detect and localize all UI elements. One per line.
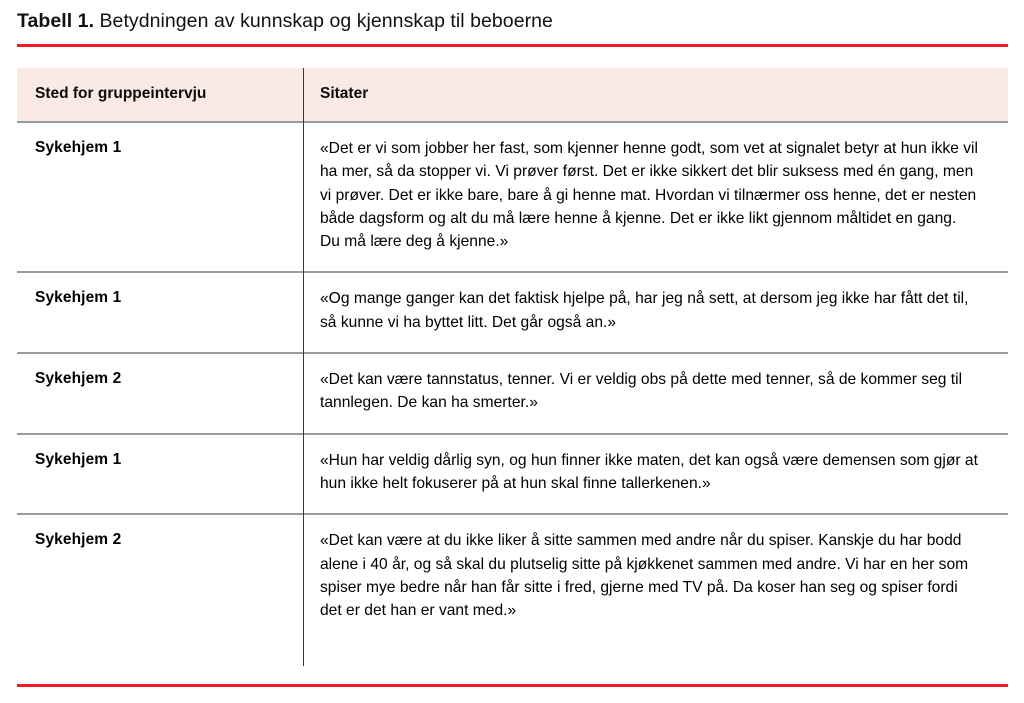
table-caption-text: Betydningen av kunnskap og kjennskap til beboerne bbox=[94, 10, 553, 32]
cell-place: Sykehjem 2 bbox=[17, 514, 304, 640]
quotes-table bbox=[17, 68, 1008, 640]
column-header-quote: Sitater bbox=[304, 68, 1008, 122]
table-row bbox=[17, 122, 1008, 272]
table-header bbox=[17, 68, 1008, 122]
cell-quote: «Det kan være tannstatus, tenner. Vi er veldig obs på dette med tenner, så de kommer seg til tannlegen. De kan ha smerter.» bbox=[304, 353, 1008, 434]
table-row bbox=[17, 272, 1008, 353]
table-caption bbox=[17, 8, 997, 34]
table-body bbox=[17, 122, 1008, 640]
table-row bbox=[17, 514, 1008, 640]
bottom-red-rule bbox=[17, 684, 1008, 687]
cell-place: Sykehjem 2 bbox=[17, 353, 304, 434]
cell-place: Sykehjem 1 bbox=[17, 122, 304, 272]
cell-quote: «Det er vi som jobber her fast, som kjenner henne godt, som vet at signalet betyr at hun ikke vil ha mer, så da stopper vi. Vi prøver først. Det er ikke sikkert det blir suksess med én gang, men vi prøver. Det er ikke bare, bare å gi henne mat. Hvordan vi tilnærmer oss henne, det er nesten både dagsform og alt du må lære henne å kjenne. Det er ikke likt gjennom måltidet en gang. Du må lære deg å kjenne.» bbox=[304, 122, 1008, 272]
cell-place: Sykehjem 1 bbox=[17, 434, 304, 515]
cell-quote: «Det kan være at du ikke liker å sitte sammen med andre når du spiser. Kanskje du har bodd alene i 40 år, og så skal du plutselig sitte på kjøkkenet sammen med andre. Vi har en her som spiser mye bedre når han får sitte i fred, gjerne med TV på. Da koser han seg og spiser fordi det er det han er vant med.» bbox=[304, 514, 1008, 640]
column-header-place: Sted for gruppeintervju bbox=[17, 68, 304, 122]
table-header-row bbox=[17, 68, 1008, 122]
top-red-rule bbox=[17, 44, 1008, 47]
table-container bbox=[17, 68, 1008, 640]
table-row bbox=[17, 434, 1008, 515]
cell-place: Sykehjem 1 bbox=[17, 272, 304, 353]
table-caption-label: Tabell 1. bbox=[17, 10, 95, 32]
table-row bbox=[17, 353, 1008, 434]
cell-quote: «Og mange ganger kan det faktisk hjelpe på, har jeg nå sett, at dersom jeg ikke har fått det til, så kunne vi ha byttet litt. Det går også an.» bbox=[304, 272, 1008, 353]
cell-quote: «Hun har veldig dårlig syn, og hun finner ikke maten, det kan også være demensen som gjør at hun ikke helt fokuserer på at hun skal finne tallerkenen.» bbox=[304, 434, 1008, 515]
column-divider bbox=[303, 68, 304, 666]
